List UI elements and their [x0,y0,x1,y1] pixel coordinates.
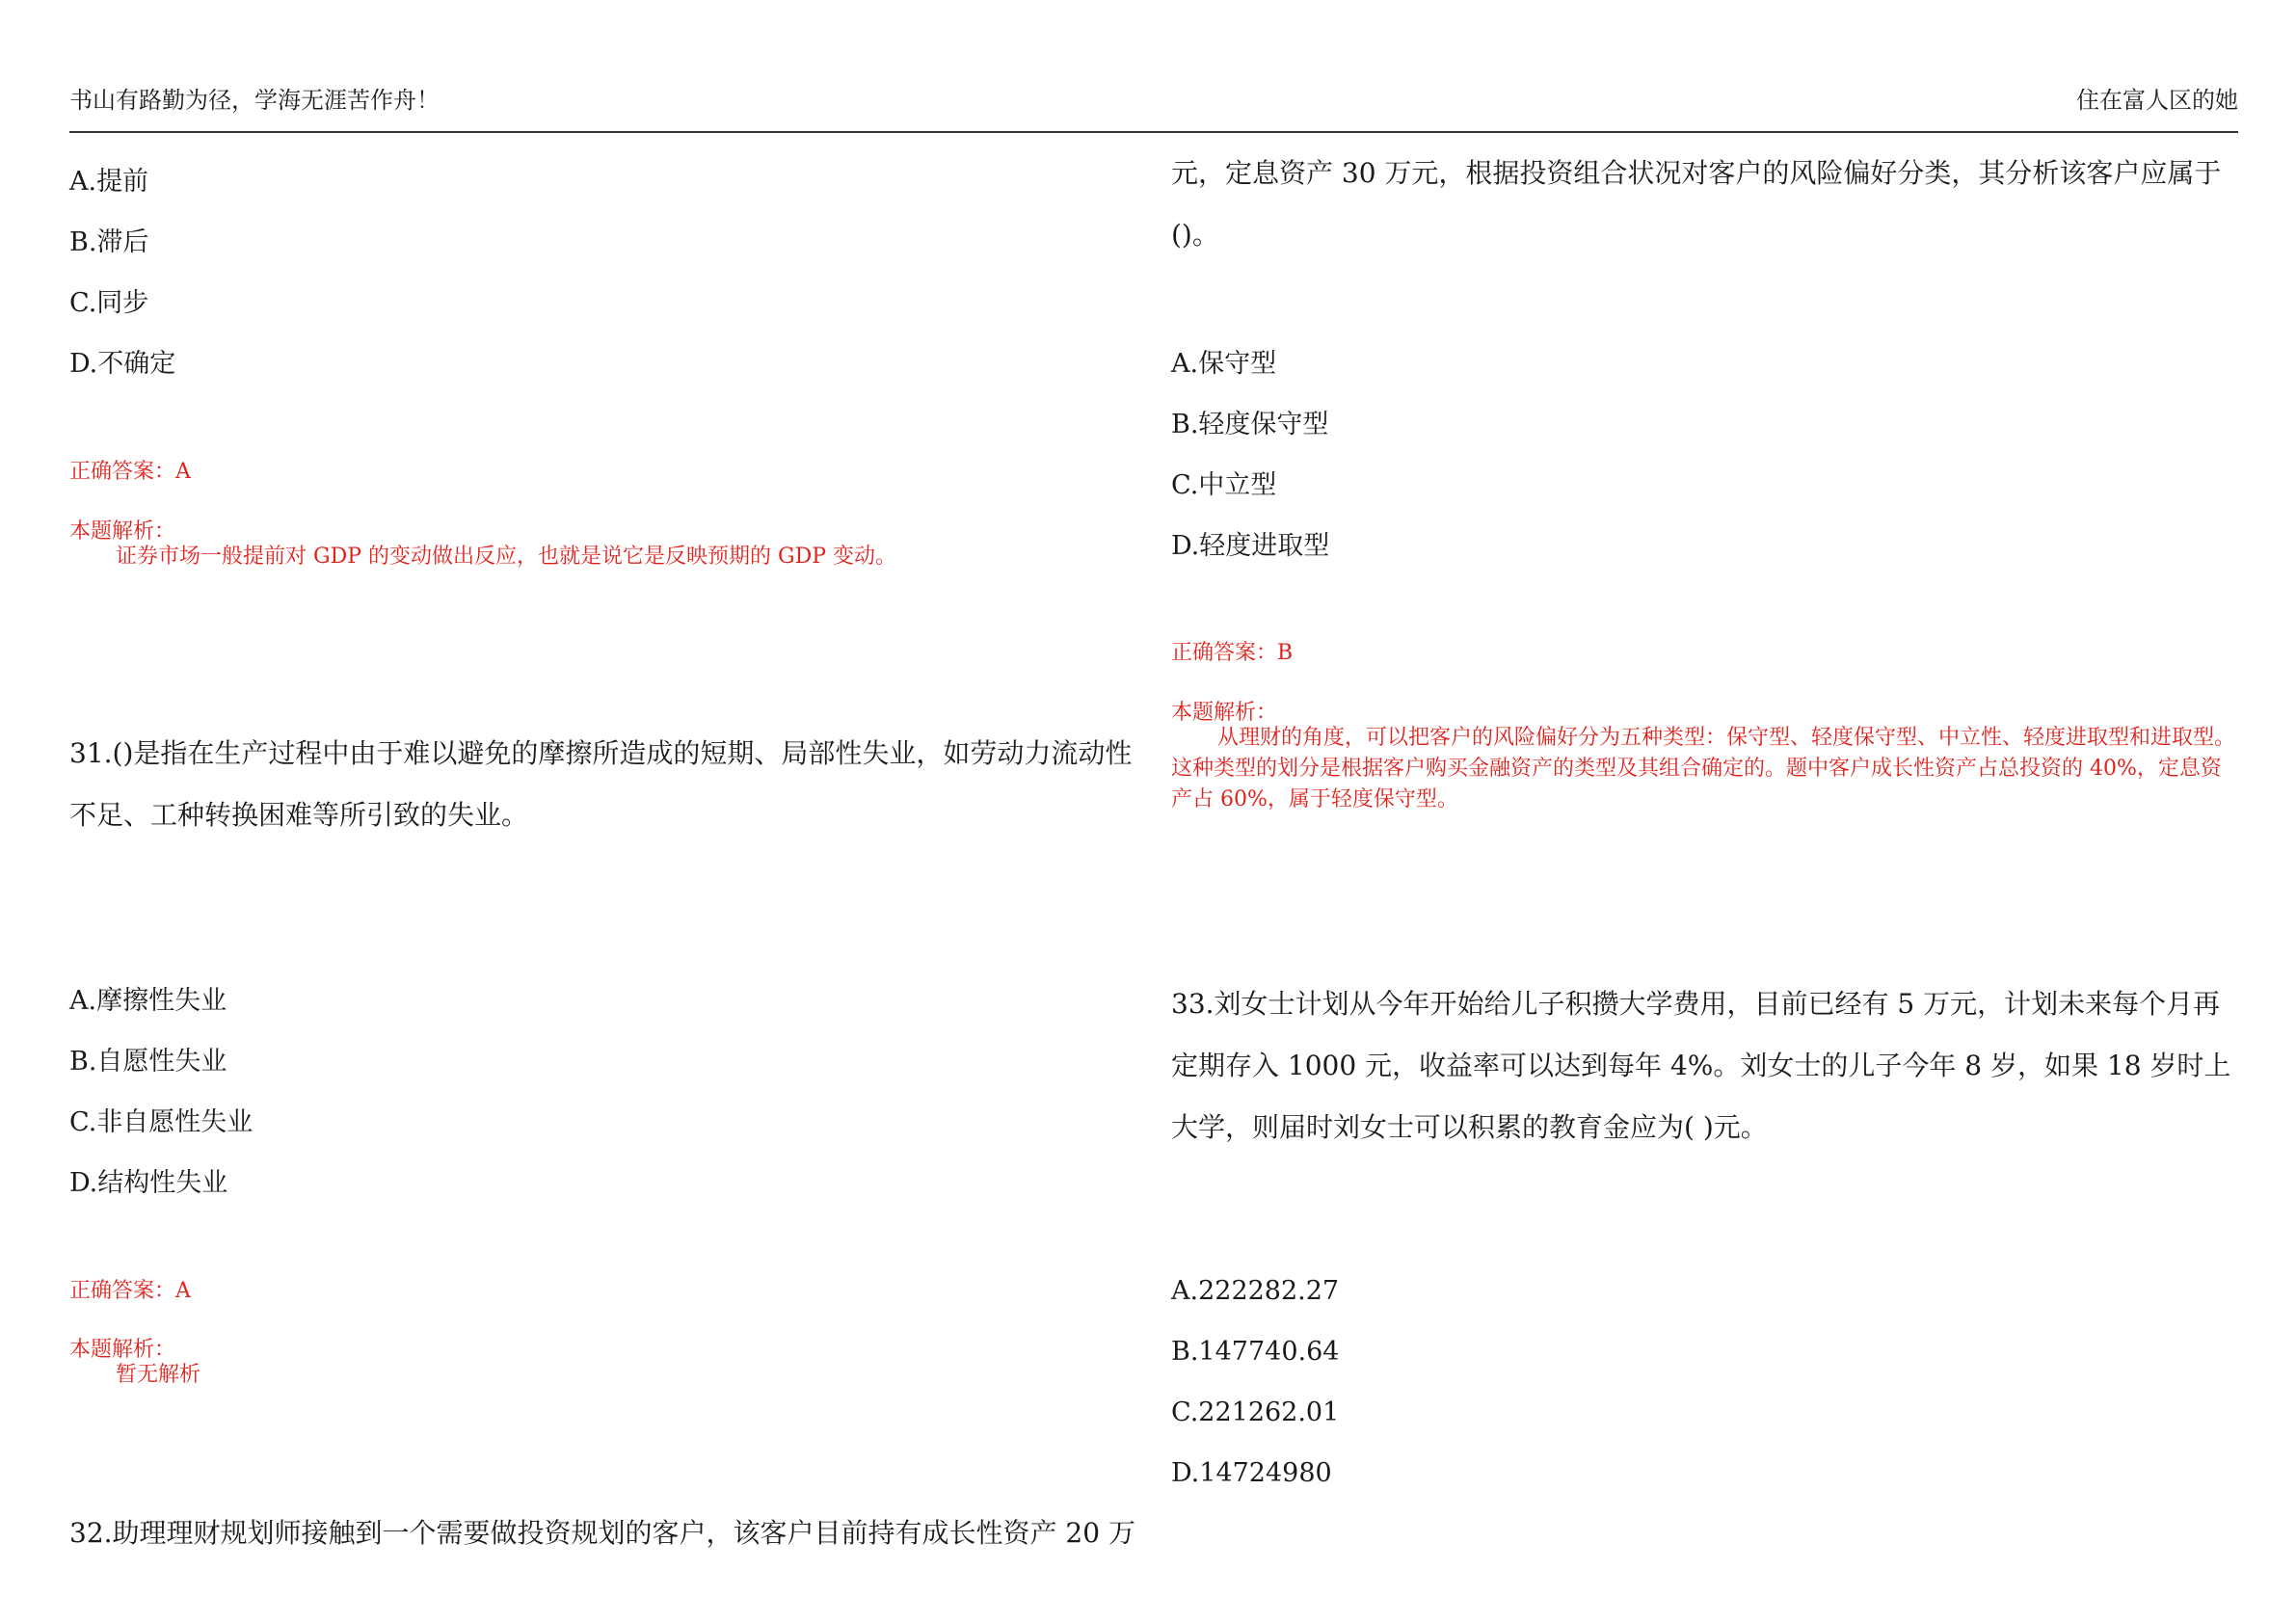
q30-explain-title: 本题解析： [69,519,176,544]
q31-explain-title: 本题解析： [69,1338,176,1362]
q33-stem: 33.刘女士计划从今年开始给儿子积攒大学费用，目前已经有 5 万元，计划未来每个月再定期存入 1000 元，收益率可以达到每年 4%。刘女士的儿子今年 8 岁，如果 18 岁时上大学，则届时刘女士可以积累的教育金应为( )元。 [1171,988,2231,1143]
q30-explain: 证券市场一般提前对 GDP 的变动做出反应，也就是说它是反映预期的 GDP 变动。 [116,545,897,569]
q32-explain-title: 本题解析： [1171,701,1278,725]
q31-option-d[interactable]: D.结构性失业 [69,1168,228,1198]
header-author: 住在富人区的她 [2076,87,2238,114]
q32-option-c[interactable]: C.中立型 [1171,470,1277,500]
q31-stem: 31.()是指在生产过程中由于难以避免的摩擦所造成的短期、局部性失业，如劳动力流动性不足、工种转换困难等所引致的失业。 [69,737,1133,831]
q33-option-c[interactable]: C.221262.01 [1171,1397,1340,1427]
q31-explain: 暂无解析 [116,1363,201,1387]
q32-explain: 从理财的角度，可以把客户的风险偏好分为五种类型：保守型、轻度保守型、中立性、轻度进取型和进取型。这种类型的划分是根据客户购买金融资产的类型及其组合确定的。题中客户成长性资产占总投资的 40%，定息资产占 60%，属于轻度保守型。 [1171,726,2236,812]
q32-option-a[interactable]: A.保守型 [1171,349,1277,379]
q31-option-b[interactable]: B.自愿性失业 [69,1047,227,1077]
q31-answer: 正确答案：A [69,1279,191,1303]
q32-option-b[interactable]: B.轻度保守型 [1171,410,1329,439]
q30-option-a[interactable]: A.提前 [69,167,149,197]
header-motto: 书山有路勤为径，学海无涯苦作舟！ [69,87,440,114]
q30-option-c[interactable]: C.同步 [69,288,149,318]
q33-option-a[interactable]: A.222282.27 [1171,1276,1340,1306]
q33-option-d[interactable]: D.14724980 [1171,1458,1332,1488]
q32-stem-end: 元，定息资产 30 万元，根据投资组合状况对客户的风险偏好分类，其分析该客户应属于()。 [1171,157,2222,251]
q30-option-b[interactable]: B.滞后 [69,227,149,257]
q31-option-c[interactable]: C.非自愿性失业 [69,1107,254,1137]
q32-stem-start: 32.助理理财规划师接触到一个需要做投资规划的客户，该客户目前持有成长性资产 20 万 [69,1517,1135,1549]
q32-option-d[interactable]: D.轻度进取型 [1171,531,1330,561]
q31-option-a[interactable]: A.摩擦性失业 [69,986,227,1016]
q30-option-d[interactable]: D.不确定 [69,349,176,379]
q32-answer: 正确答案：B [1171,641,1294,665]
q30-answer: 正确答案：A [69,460,191,484]
page-header [69,77,2238,133]
q33-option-b[interactable]: B.147740.64 [1171,1337,1340,1367]
